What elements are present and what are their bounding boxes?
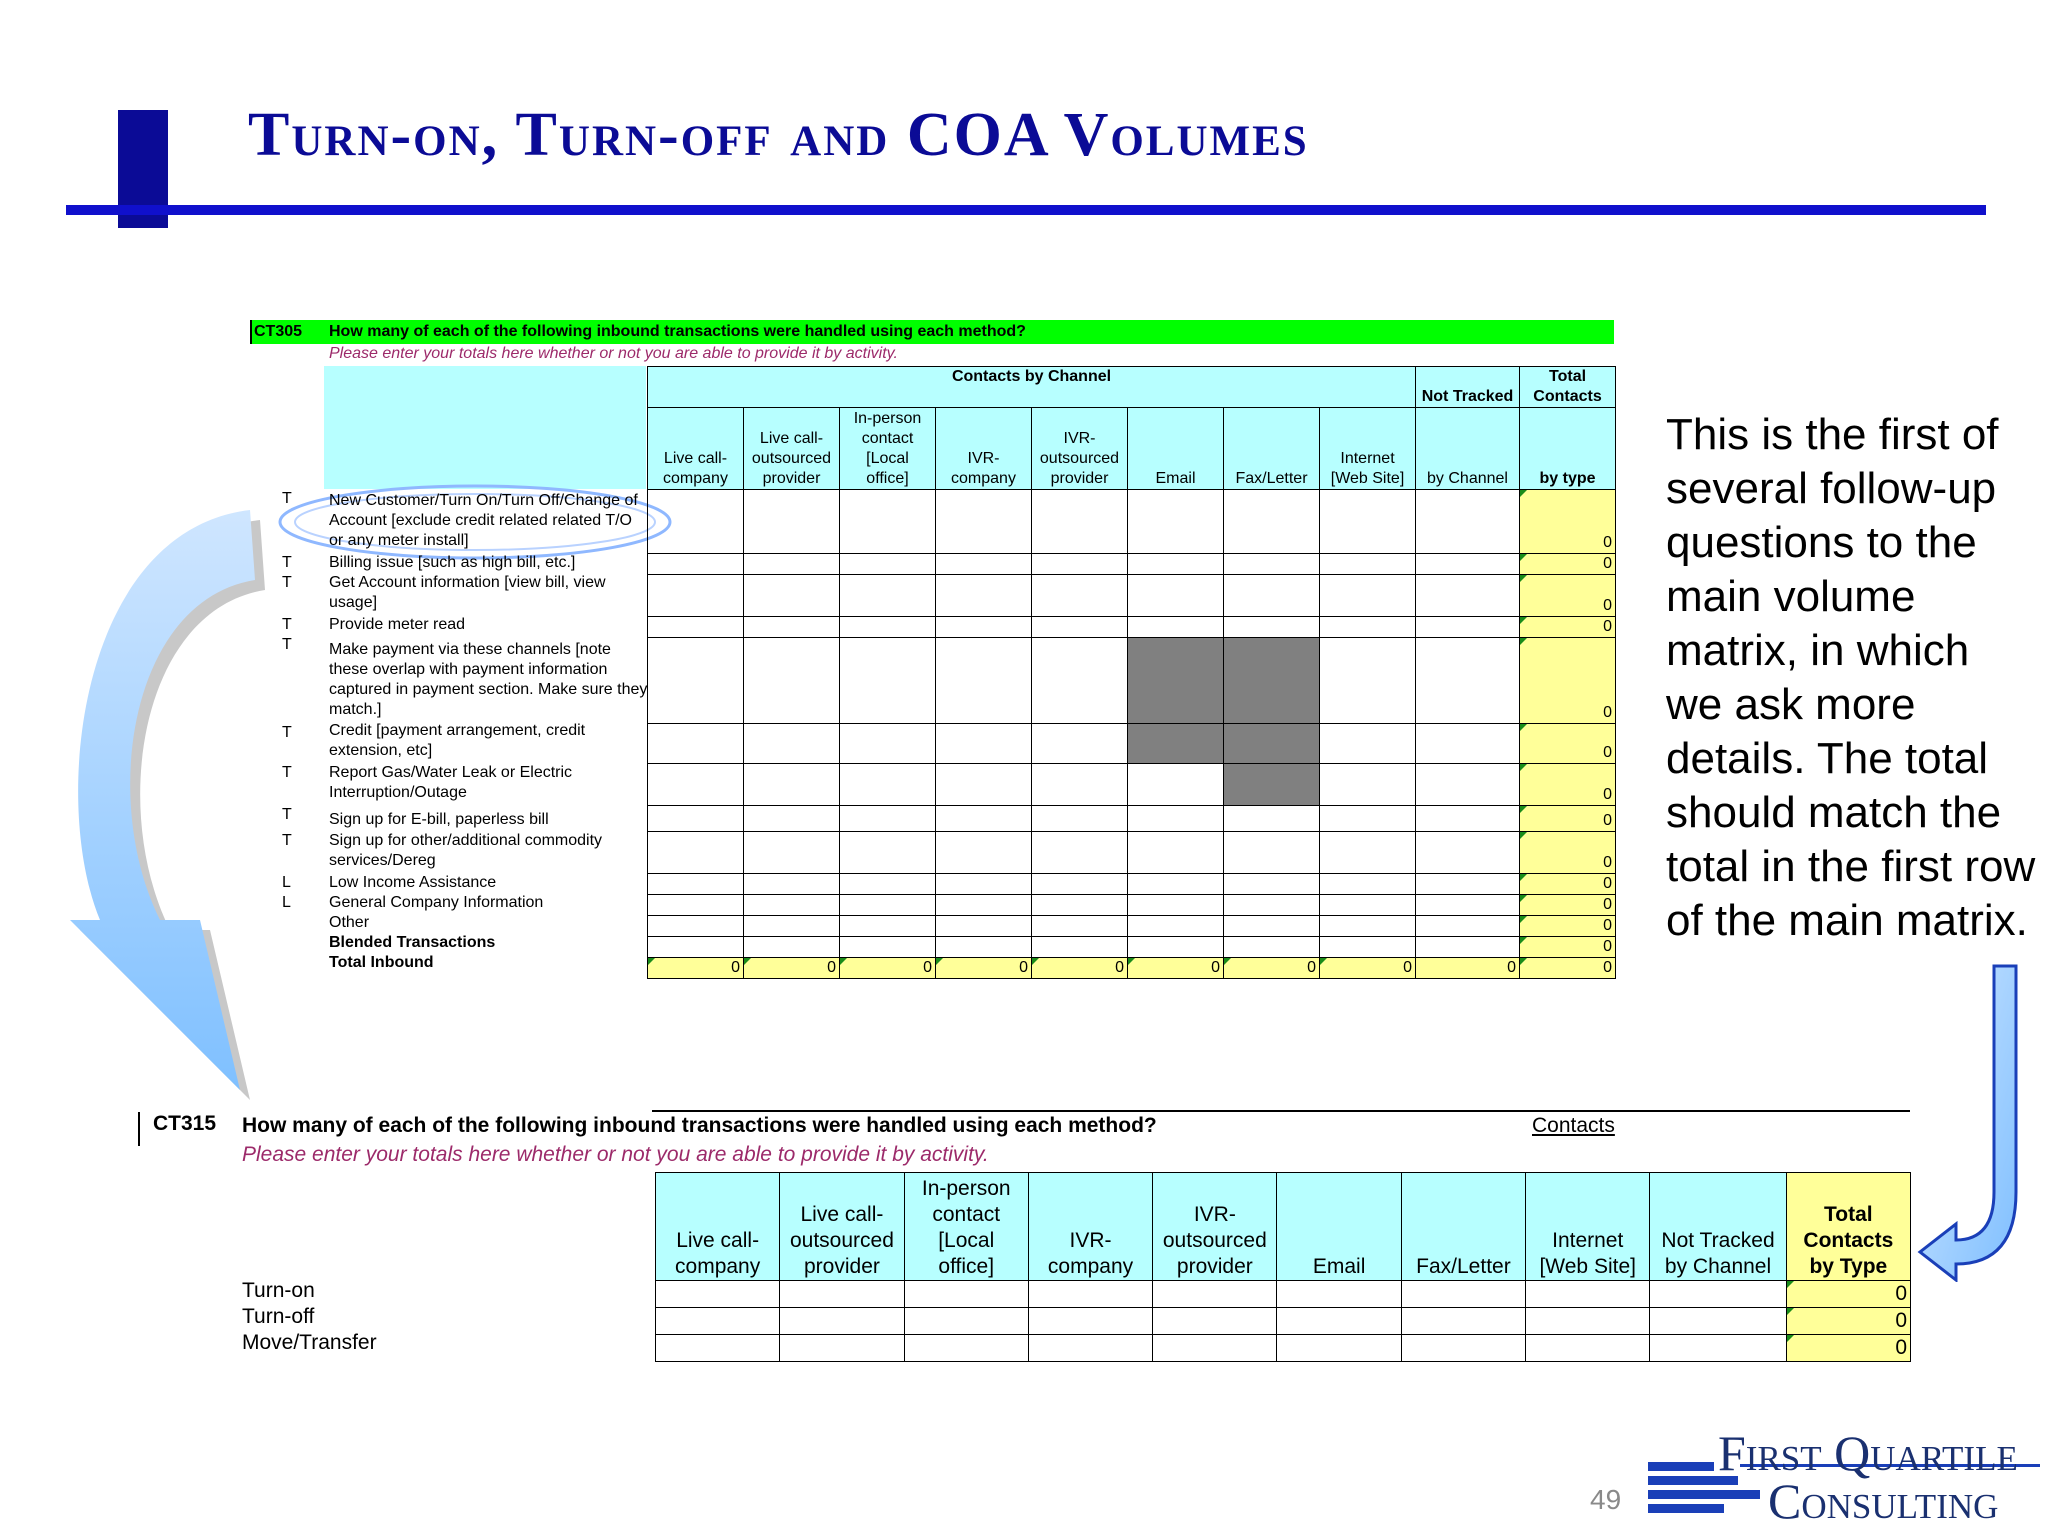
cell-input[interactable] (1277, 1281, 1401, 1308)
row-total: 0 (1520, 764, 1616, 806)
ct305-note: Please enter your totals here whether or not you are able to provide it by activity. (329, 345, 898, 362)
cell-input[interactable] (1224, 554, 1320, 575)
cell-input[interactable] (1320, 575, 1416, 617)
row-label: Turn-on (242, 1279, 315, 1302)
cell-input[interactable] (1401, 1281, 1525, 1308)
row-code: T (282, 832, 292, 849)
col-header: Internet [Web Site] (1526, 1173, 1650, 1281)
cell-input[interactable] (744, 874, 840, 895)
cell-input[interactable] (936, 724, 1032, 764)
cell-input[interactable] (1032, 764, 1128, 806)
slide-title: Turn-on, Turn-off and COA Volumes (248, 101, 1309, 169)
cell-input[interactable] (1032, 916, 1128, 937)
ct315-top-rule (652, 1110, 1910, 1112)
cell-input[interactable] (1320, 764, 1416, 806)
cell-input[interactable] (780, 1281, 904, 1308)
row-total: 0 (1520, 806, 1616, 832)
cell-input[interactable] (656, 1335, 780, 1362)
cell-input[interactable] (840, 490, 936, 554)
cell-input[interactable] (1224, 617, 1320, 638)
cell-input[interactable] (648, 554, 744, 575)
col-header: Internet [Web Site] (1320, 408, 1416, 490)
row-label: Sign up for other/additional commodity services/Dereg (329, 832, 603, 869)
cell-input[interactable] (1224, 874, 1320, 895)
cell-input[interactable] (1128, 832, 1224, 874)
cell-input[interactable] (840, 874, 936, 895)
cell-input[interactable] (1320, 895, 1416, 916)
col-header: Live call-company (656, 1173, 780, 1281)
cell-input[interactable] (744, 490, 840, 554)
row-total: 0 (1520, 575, 1616, 617)
cell-input[interactable] (1277, 1335, 1401, 1362)
col-header: In-person contact [Local office] (904, 1173, 1028, 1281)
col-header: IVR-outsourced provider (1153, 1173, 1277, 1281)
cell-input[interactable] (1320, 806, 1416, 832)
cell-input[interactable] (1401, 1308, 1525, 1335)
total-inbound-value: 0 (1224, 958, 1320, 979)
cell-input[interactable] (1320, 554, 1416, 575)
cell-input[interactable] (936, 490, 1032, 554)
cell-input[interactable] (648, 806, 744, 832)
cell-input[interactable] (744, 724, 840, 764)
cell-input[interactable] (1320, 937, 1416, 958)
col-header: Email (1128, 408, 1224, 490)
cell-input[interactable] (1224, 490, 1320, 554)
cell-input[interactable] (648, 874, 744, 895)
col-header: Not Tracked by Channel (1650, 1173, 1786, 1281)
col-header: Email (1277, 1173, 1401, 1281)
cell-input[interactable] (744, 937, 840, 958)
row-code: T (282, 616, 292, 633)
col-header: IVR-company (936, 408, 1032, 490)
cell-input[interactable] (744, 764, 840, 806)
row-code: T (282, 806, 292, 823)
cell-input[interactable] (1153, 1308, 1277, 1335)
page-number: 49 (1590, 1484, 1622, 1515)
cell-input[interactable] (1416, 874, 1520, 895)
cell-input[interactable] (936, 916, 1032, 937)
cell-input[interactable] (744, 806, 840, 832)
cell-input[interactable] (1416, 554, 1520, 575)
cell-input[interactable] (840, 554, 936, 575)
row-total: 0 (1520, 490, 1616, 554)
row-code: T (282, 764, 292, 781)
cell-input[interactable] (744, 638, 840, 724)
col-header: Live call-company (648, 408, 744, 490)
row-code: L (282, 874, 291, 891)
cell-input[interactable] (1128, 806, 1224, 832)
cell-input[interactable] (1401, 1335, 1525, 1362)
row-label: Provide meter read (329, 616, 466, 633)
row-code: T (282, 636, 292, 653)
cell-input[interactable] (936, 638, 1032, 724)
cell-input[interactable] (1416, 916, 1520, 937)
cell-input[interactable] (1224, 806, 1320, 832)
col-header: Live call-outsourced provider (744, 408, 840, 490)
total-inbound-value: 0 (1032, 958, 1128, 979)
cell-input[interactable] (1128, 764, 1224, 806)
cell-input[interactable] (1032, 806, 1128, 832)
cell-input[interactable] (1320, 490, 1416, 554)
total-inbound-value: 0 (1320, 958, 1416, 979)
total-inbound-value: 0 (1128, 958, 1224, 979)
cell-input[interactable] (936, 806, 1032, 832)
cell-input[interactable] (840, 895, 936, 916)
cell-input[interactable] (744, 554, 840, 575)
col-header: Live call-outsourced provider (780, 1173, 904, 1281)
row-code: T (282, 554, 292, 571)
cell-input[interactable] (1416, 617, 1520, 638)
ct315-grid (655, 1172, 1911, 1362)
row-total: 0 (1786, 1335, 1910, 1362)
cell-input[interactable] (648, 617, 744, 638)
cell-input[interactable] (648, 490, 744, 554)
cell-input[interactable] (1128, 937, 1224, 958)
total-inbound-value: 0 (1416, 958, 1520, 979)
row-total: 0 (1520, 874, 1616, 895)
cell-input[interactable] (1028, 1281, 1152, 1308)
cell-input[interactable] (1128, 490, 1224, 554)
cell-input[interactable] (1416, 490, 1520, 554)
row-label: Get Account information [view bill, view usage] (329, 574, 606, 611)
cell-input[interactable] (1224, 937, 1320, 958)
logo-text-line2: Consulting (1768, 1473, 1999, 1529)
cell-input[interactable] (1224, 832, 1320, 874)
contacts-by-channel-header: Contacts by Channel (648, 367, 1416, 408)
cell-input[interactable] (1153, 1281, 1277, 1308)
cell-input[interactable] (1128, 554, 1224, 575)
cell-input[interactable] (656, 1281, 780, 1308)
row-label: Low Income Assistance (329, 874, 497, 891)
cell-input[interactable] (1032, 490, 1128, 554)
curved-arrow-icon (50, 500, 290, 1120)
cell-disabled (1128, 724, 1224, 764)
not-tracked-header: Not Tracked (1416, 367, 1520, 408)
cell-input[interactable] (1128, 916, 1224, 937)
cell-input[interactable] (840, 575, 936, 617)
cell-disabled (1128, 638, 1224, 724)
row-label: Report Gas/Water Leak or Electric Interruption/Outage (329, 764, 573, 801)
row-label: Sign up for E-bill, paperless bill (329, 811, 549, 828)
row-label: Billing issue [such as high bill, etc.] (329, 554, 576, 571)
cell-input[interactable] (1032, 617, 1128, 638)
cell-input[interactable] (936, 554, 1032, 575)
cell-input[interactable] (744, 617, 840, 638)
cell-input[interactable] (936, 832, 1032, 874)
cell-input[interactable] (840, 617, 936, 638)
cell-input[interactable] (1153, 1335, 1277, 1362)
cell-input[interactable] (840, 806, 936, 832)
cell-disabled (1224, 638, 1320, 724)
cell-input[interactable] (840, 937, 936, 958)
cell-input[interactable] (1032, 937, 1128, 958)
cell-input[interactable] (1128, 575, 1224, 617)
cell-input[interactable] (648, 895, 744, 916)
row-total: 0 (1520, 895, 1616, 916)
logo-text-line1: First Quartile (1718, 1425, 2018, 1481)
cell-input[interactable] (840, 638, 936, 724)
row-label: Make payment via these channels [note these overlap with payment information captured in payment section. Make sure they match.] (329, 641, 648, 718)
cell-input[interactable] (1320, 874, 1416, 895)
cell-input[interactable] (904, 1281, 1028, 1308)
col-header: In-person contact [Local office] (840, 408, 936, 490)
bent-arrow-icon (1916, 962, 2026, 1282)
cell-input[interactable] (744, 916, 840, 937)
row-label: General Company Information (329, 894, 544, 911)
cell-input[interactable] (1224, 895, 1320, 916)
total-inbound-value: 0 (1520, 958, 1616, 979)
cell-input[interactable] (1028, 1335, 1152, 1362)
cell-input[interactable] (1526, 1281, 1650, 1308)
cell-input[interactable] (1277, 1308, 1401, 1335)
cell-input[interactable] (1032, 874, 1128, 895)
total-inbound-label: Total Inbound (329, 954, 434, 971)
cell-input[interactable] (780, 1335, 904, 1362)
cell-input[interactable] (1028, 1308, 1152, 1335)
col-header: IVR-outsourced provider (1032, 408, 1128, 490)
cell-input[interactable] (1416, 724, 1520, 764)
total-inbound-value: 0 (648, 958, 744, 979)
row-total: 0 (1520, 554, 1616, 575)
cell-input[interactable] (936, 874, 1032, 895)
cell-input[interactable] (1320, 916, 1416, 937)
cell-disabled (1224, 724, 1320, 764)
col-header: by type (1520, 408, 1616, 490)
cell-input[interactable] (1032, 638, 1128, 724)
cell-input[interactable] (1416, 832, 1520, 874)
cell-input[interactable] (1320, 617, 1416, 638)
cell-input[interactable] (1650, 1308, 1786, 1335)
cell-input[interactable] (1032, 724, 1128, 764)
ct315-contacts-label: Contacts (1532, 1114, 1615, 1137)
ct315-code: CT315 (153, 1112, 217, 1135)
cell-input[interactable] (1128, 874, 1224, 895)
row-total: 0 (1520, 832, 1616, 874)
cell-input[interactable] (1224, 575, 1320, 617)
ct315-question: How many of each of the following inbound transactions were handled using each method? (242, 1114, 1157, 1137)
cell-input[interactable] (1416, 575, 1520, 617)
cell-input[interactable] (1320, 832, 1416, 874)
row-code: L (282, 894, 291, 911)
cell-input[interactable] (1128, 617, 1224, 638)
cell-input[interactable] (648, 724, 744, 764)
col-header: Fax/Letter (1401, 1173, 1525, 1281)
cell-input[interactable] (840, 832, 936, 874)
cell-input[interactable] (936, 937, 1032, 958)
cell-input[interactable] (744, 575, 840, 617)
cell-input[interactable] (1032, 832, 1128, 874)
col-header: Fax/Letter (1224, 408, 1320, 490)
row-code: T (282, 490, 292, 507)
row-total: 0 (1520, 916, 1616, 937)
row-label: New Customer/Turn On/Turn Off/Change of Account [exclude credit related related T/O or any meter install] (329, 492, 638, 549)
cell-input[interactable] (1320, 638, 1416, 724)
title-rule (66, 205, 1986, 215)
cell-input[interactable] (1416, 764, 1520, 806)
cell-input[interactable] (1526, 1335, 1650, 1362)
cell-input[interactable] (1650, 1335, 1786, 1362)
row-total: 0 (1520, 937, 1616, 958)
row-label: Blended Transactions (329, 934, 496, 951)
total-contacts-header: Total Contacts (1520, 367, 1616, 408)
cell-input[interactable] (1416, 895, 1520, 916)
cell-input[interactable] (1032, 554, 1128, 575)
cell-input[interactable] (1320, 724, 1416, 764)
ct305-label-shade (324, 366, 646, 489)
cell-input[interactable] (1416, 937, 1520, 958)
ct305-code: CT305 (254, 323, 303, 340)
cell-input[interactable] (648, 916, 744, 937)
cell-input[interactable] (840, 724, 936, 764)
callout-text: This is the first of several follow-up questions to the main volume matrix, in which we ask more details. The total should match the total in the first row of the main matrix. (1666, 410, 2036, 945)
cell-input[interactable] (744, 895, 840, 916)
row-total: 0 (1786, 1281, 1910, 1308)
cell-input[interactable] (936, 764, 1032, 806)
row-code: T (282, 724, 292, 741)
row-label: Turn-off (242, 1305, 315, 1328)
col-header: Total Contacts by Type (1786, 1173, 1910, 1281)
cell-input[interactable] (744, 832, 840, 874)
cell-input[interactable] (648, 638, 744, 724)
col-header: IVR-company (1028, 1173, 1152, 1281)
cell-input[interactable] (1128, 895, 1224, 916)
cell-disabled (1224, 764, 1320, 806)
total-inbound-value: 0 (840, 958, 936, 979)
cell-input[interactable] (1032, 575, 1128, 617)
row-code: T (282, 574, 292, 591)
row-total: 0 (1520, 724, 1616, 764)
ct315-note: Please enter your totals here whether or not you are able to provide it by activity. (242, 1143, 989, 1166)
cell-input[interactable] (1416, 806, 1520, 832)
cell-input[interactable] (780, 1308, 904, 1335)
cell-input[interactable] (656, 1308, 780, 1335)
cell-input[interactable] (936, 617, 1032, 638)
col-header: by Channel (1416, 408, 1520, 490)
ct315-left-tick (138, 1112, 140, 1146)
row-total: 0 (1520, 617, 1616, 638)
row-label: Other (329, 914, 370, 931)
cell-input[interactable] (1650, 1281, 1786, 1308)
row-label: Move/Transfer (242, 1331, 377, 1354)
cell-input[interactable] (936, 895, 1032, 916)
total-inbound-value: 0 (744, 958, 840, 979)
cell-input[interactable] (648, 575, 744, 617)
cell-input[interactable] (1032, 895, 1128, 916)
row-total: 0 (1786, 1308, 1910, 1335)
cell-input[interactable] (1416, 638, 1520, 724)
row-total: 0 (1520, 638, 1616, 724)
cell-input[interactable] (648, 937, 744, 958)
cell-input[interactable] (1526, 1308, 1650, 1335)
ct305-question: How many of each of the following inbound transactions were handled using each method? (329, 323, 1026, 340)
cell-input[interactable] (1224, 916, 1320, 937)
row-label: Credit [payment arrangement, credit extension, etc] (329, 722, 586, 759)
total-inbound-value: 0 (936, 958, 1032, 979)
ct305-grid (647, 366, 1616, 979)
cell-input[interactable] (936, 575, 1032, 617)
cell-input[interactable] (904, 1335, 1028, 1362)
cell-input[interactable] (648, 764, 744, 806)
cell-input[interactable] (840, 916, 936, 937)
cell-input[interactable] (904, 1308, 1028, 1335)
cell-input[interactable] (840, 764, 936, 806)
cell-input[interactable] (648, 832, 744, 874)
